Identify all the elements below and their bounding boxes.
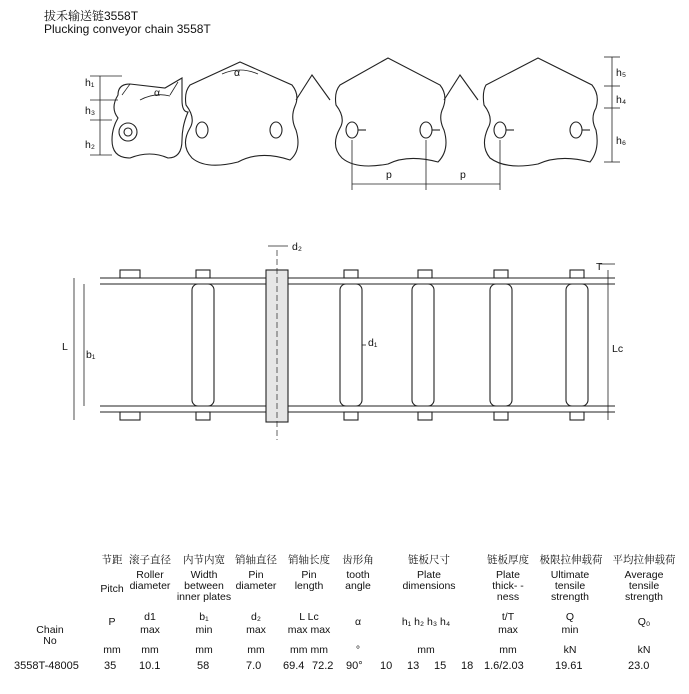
cell-chain: 3558T-48005 — [14, 660, 79, 672]
top-view — [74, 246, 615, 440]
label-Lc: Lc — [612, 343, 624, 355]
header-pindia-sym: d₂ — [251, 611, 261, 623]
cell-Q: 19.61 — [555, 660, 583, 672]
plate-left — [112, 78, 188, 158]
header-pitch-unit: mm — [103, 644, 121, 656]
header-ult-zh: 极限拉伸载荷 — [539, 554, 603, 566]
header-roller-en: Roller diameter — [129, 569, 171, 592]
header-plate-sym: h₁ h₂ h₃ h₄ — [401, 616, 451, 628]
header-angle-zh: 齿形角 — [342, 554, 374, 566]
header-ult-sym2: min — [561, 624, 579, 636]
cell-P: 35 — [104, 660, 117, 672]
header-pindia-unit: mm — [247, 644, 265, 656]
header-pitch-zh: 节距 — [101, 554, 123, 566]
cell-h1: 10 — [380, 660, 393, 672]
label-h4: h₄ — [616, 94, 627, 106]
title-english: Plucking conveyor chain 3558T — [44, 22, 211, 36]
label-h1: h₁ — [85, 77, 95, 89]
header-pinlen-sym2: max max — [287, 624, 331, 636]
header-pinlen-sym: L Lc — [299, 611, 319, 623]
header-pitch-sym: P — [108, 616, 116, 628]
cell-L: 69.4 — [283, 660, 305, 672]
label-L: L — [62, 341, 68, 353]
label-alpha-1: α — [154, 87, 161, 99]
cell-d1: 10.1 — [139, 660, 161, 672]
header-pinlen-unit: mm mm — [290, 644, 328, 656]
label-T: T — [596, 261, 603, 273]
label-d1: d₁ — [368, 337, 378, 349]
header-thick-en: Plate thick- -ness — [492, 569, 524, 603]
header-roller-sym2: max — [140, 624, 160, 636]
label-h5: h₅ — [616, 67, 627, 79]
label-h2: h₂ — [85, 139, 95, 151]
header-ult-unit: kN — [563, 644, 577, 656]
header-angle-sym: α — [354, 616, 362, 628]
header-avg-en: Average tensile strength — [624, 569, 664, 603]
header-width-unit: mm — [195, 644, 213, 656]
cell-h2: 13 — [407, 660, 420, 672]
label-p-1: p — [386, 169, 392, 181]
label-h3: h₃ — [85, 105, 96, 117]
small-tooth-2 — [444, 75, 478, 100]
header-width-sym2: min — [195, 624, 213, 636]
header-thick-sym2: max — [498, 624, 518, 636]
label-alpha-2: α — [234, 67, 241, 79]
header-roller-unit: mm — [141, 644, 159, 656]
header-pindia-sym2: max — [246, 624, 266, 636]
header-width-sym: b₁ — [199, 611, 209, 623]
small-tooth-1 — [296, 75, 330, 100]
label-d2: d₂ — [292, 241, 302, 253]
cell-b1: 58 — [197, 660, 210, 672]
header-pinlen-zh: 销轴长度 — [288, 554, 330, 566]
header-thick-sym: t/T — [501, 611, 515, 623]
header-roller-sym: d1 — [144, 611, 156, 623]
header-width-en: Width between inner plates — [176, 569, 232, 603]
chain-no-label: Chain No — [36, 624, 64, 647]
header-pindia-en: Pin diameter — [235, 569, 277, 592]
header-pindia-zh: 销轴直径 — [235, 554, 277, 566]
label-b1: b₁ — [86, 349, 96, 361]
header-avg-zh: 平均拉伸载荷 — [612, 554, 676, 566]
header-angle-unit: ° — [355, 644, 361, 656]
cell-d2: 7.0 — [246, 660, 262, 672]
label-h6: h₆ — [616, 135, 627, 147]
header-angle-en: tooth angle — [345, 569, 371, 592]
header-pinlen-en: Pin length — [294, 569, 324, 592]
header-avg-unit: kN — [637, 644, 651, 656]
cell-h4: 18 — [461, 660, 474, 672]
header-plate-unit: mm — [417, 644, 435, 656]
side-view — [90, 57, 620, 190]
label-p-2: p — [460, 169, 466, 181]
plate-tooth-1 — [185, 62, 298, 165]
header-avg-sym: Q₀ — [637, 616, 651, 628]
header-ult-en: Ultimate tensile strength — [550, 569, 590, 603]
header-thick-unit: mm — [499, 644, 517, 656]
header-width-zh: 内节内宽 — [183, 554, 225, 566]
header-ult-sym: Q — [565, 611, 575, 623]
title-chinese: 拔禾输送链3558T — [44, 9, 139, 23]
header-roller-zh: 滚子直径 — [129, 554, 171, 566]
cell-Q0: 23.0 — [628, 660, 650, 672]
header-thick-zh: 链板厚度 — [487, 554, 529, 566]
cell-h3: 15 — [434, 660, 447, 672]
cell-tT: 1.6/2.03 — [484, 660, 524, 672]
header-plate-en: Plate dimensions — [402, 569, 456, 592]
cell-alpha: 90° — [346, 660, 363, 672]
plate-tooth-3 — [483, 58, 597, 166]
header-pitch-en: Pitch — [100, 583, 124, 595]
cell-Lc: 72.2 — [312, 660, 334, 672]
header-plate-zh: 链板尺寸 — [408, 554, 450, 566]
